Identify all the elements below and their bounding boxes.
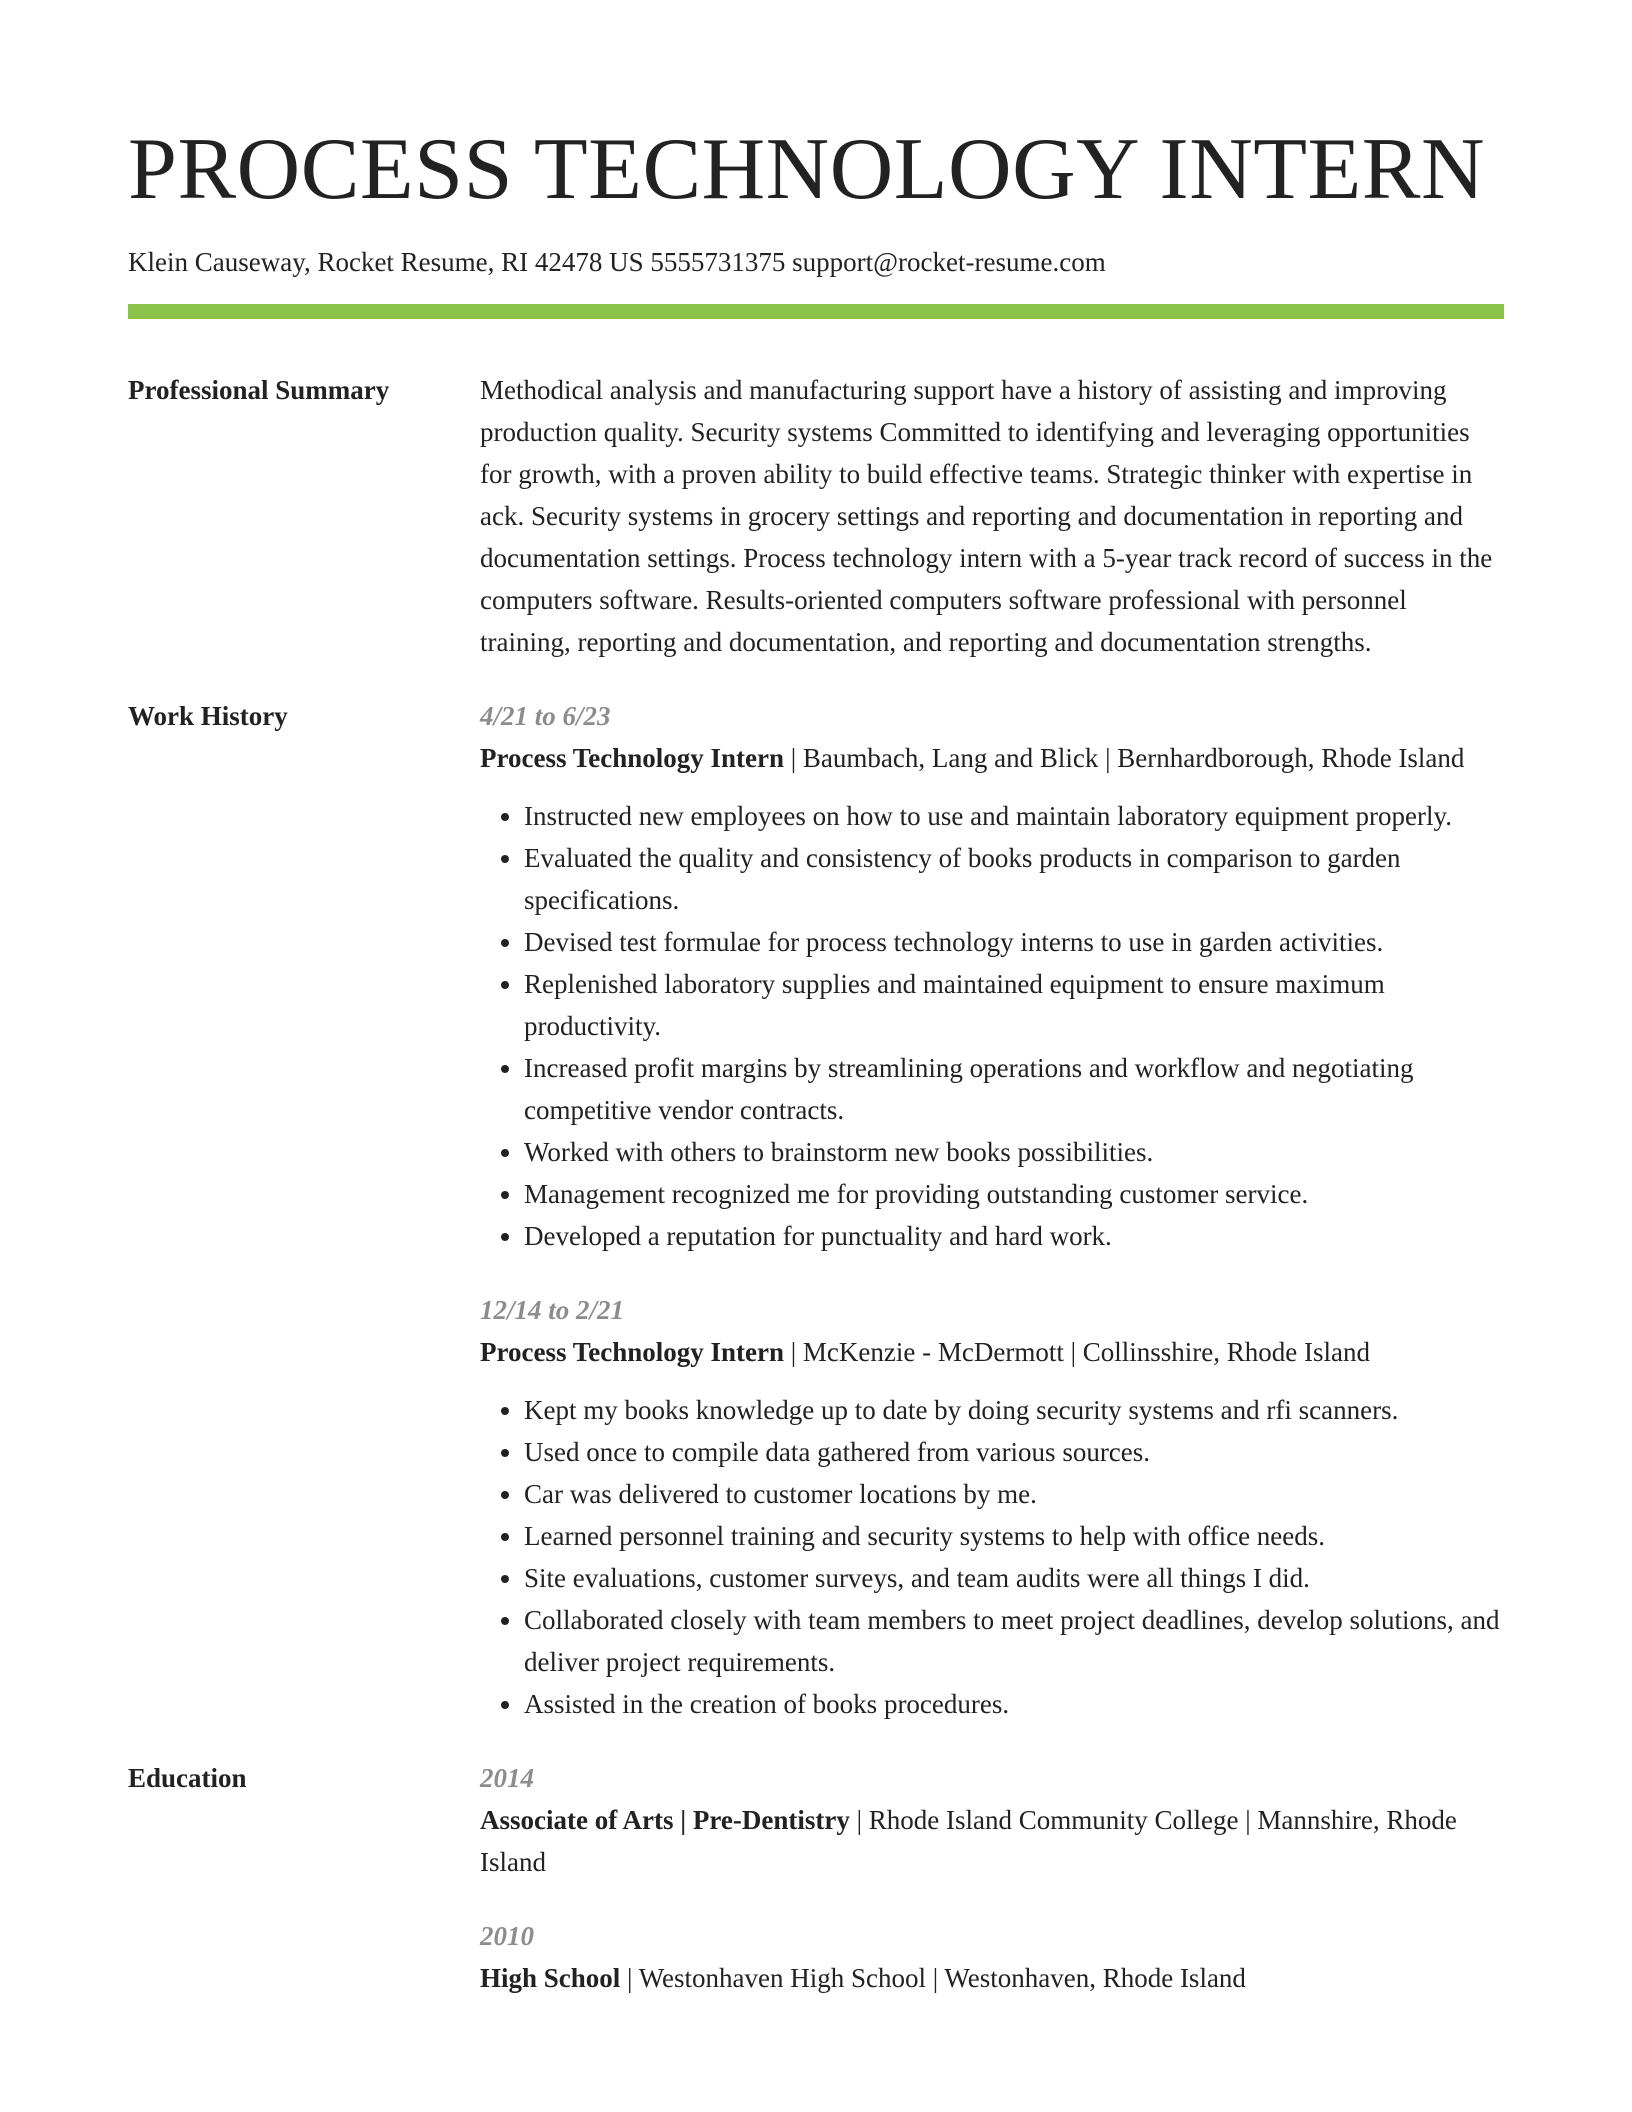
- job-title: Process Technology Intern: [480, 1337, 785, 1367]
- accent-divider: [128, 304, 1504, 319]
- education-line: [480, 1957, 1504, 1999]
- job-employer-location: | Baumbach, Lang and Blick | Bernhardborough, Rhode Island: [784, 743, 1465, 773]
- job-bullet: • Management recognized me for providing outstanding customer service.: [524, 1173, 1504, 1215]
- job-bullet: • Developed a reputation for punctuality and hard work.: [524, 1215, 1504, 1257]
- job-dates: 4/21 to 6/23: [480, 701, 611, 731]
- job-bullet-list: [480, 795, 1504, 1257]
- job-bullet: • Collaborated closely with team members to meet project deadlines, develop solutions, and deliver project requirements.: [524, 1599, 1504, 1683]
- job-title: Process Technology Intern: [480, 743, 785, 773]
- job-entry: [480, 695, 1504, 1257]
- job-bullet: • Car was delivered to customer locations by me.: [524, 1473, 1504, 1515]
- job-bullet: • Assisted in the creation of books procedures.: [524, 1683, 1504, 1725]
- job-bullet: • Learned personnel training and security systems to help with office needs.: [524, 1515, 1504, 1557]
- education-degree: High School: [480, 1963, 621, 1993]
- job-role-line: [480, 737, 1504, 779]
- job-bullet: • Replenished laboratory supplies and maintained equipment to ensure maximum productivity.: [524, 963, 1504, 1047]
- job-dates: 12/14 to 2/21: [480, 1295, 625, 1325]
- section-heading-work-history: Work History: [128, 701, 288, 731]
- candidate-name: PROCESS TECHNOLOGY INTERN: [128, 121, 1486, 218]
- job-entry: [480, 1289, 1504, 1725]
- job-bullet: • Evaluated the quality and consistency of books products in comparison to garden specifications.: [524, 837, 1504, 921]
- summary-section: [128, 369, 1504, 663]
- job-role-line: [480, 1331, 1504, 1373]
- job-bullet-list: [480, 1389, 1504, 1725]
- job-bullet: • Kept my books knowledge up to date by doing security systems and rfi scanners.: [524, 1389, 1504, 1431]
- job-bullet: • Site evaluations, customer surveys, and team audits were all things I did.: [524, 1557, 1504, 1599]
- job-bullet: • Used once to compile data gathered from various sources.: [524, 1431, 1504, 1473]
- education-entry: [480, 1915, 1504, 1999]
- education-line: [480, 1799, 1504, 1883]
- education-school-location: | Rhode Island Community College | Mannshire, Rhode Island: [480, 1805, 1457, 1877]
- contact-line: Klein Causeway, Rocket Resume, RI 42478 US 5555731375 support@rocket-resume.com: [128, 247, 1106, 277]
- job-bullet: • Worked with others to brainstorm new books possibilities.: [524, 1131, 1504, 1173]
- education-school-location: | Westonhaven High School | Westonhaven, Rhode Island: [620, 1963, 1246, 1993]
- job-employer-location: | McKenzie - McDermott | Collinsshire, Rhode Island: [784, 1337, 1370, 1367]
- job-bullet: • Instructed new employees on how to use and maintain laboratory equipment properly.: [524, 795, 1504, 837]
- section-heading-summary: Professional Summary: [128, 375, 390, 405]
- work-history-body: [480, 695, 1504, 1725]
- job-bullet: • Devised test formulae for process technology interns to use in garden activities.: [524, 921, 1504, 963]
- education-body: [480, 1757, 1504, 1999]
- section-heading-education: Education: [128, 1763, 247, 1793]
- work-history-section: [128, 695, 1504, 1725]
- summary-text: Methodical analysis and manufacturing support have a history of assisting and improving production quality. Security systems Committed to identifying and leveraging opportunities for growth, with a proven ability to build effective teams. Strategic thinker with expertise in ack. Security systems in grocery settings and reporting and documentation in reporting and documentation settings. Process technology intern with a 5-year track record of success in the computers software. Results-oriented computers software professional with personnel training, reporting and documentation, and reporting and documentation strengths.: [480, 375, 1493, 657]
- education-section: [128, 1757, 1504, 1999]
- education-degree: Associate of Arts | Pre-Dentistry: [480, 1805, 850, 1835]
- education-year: 2010: [480, 1921, 534, 1951]
- education-year: 2014: [480, 1763, 534, 1793]
- job-bullet: • Increased profit margins by streamlining operations and workflow and negotiating competitive vendor contracts.: [524, 1047, 1504, 1131]
- education-entry: [480, 1757, 1504, 1883]
